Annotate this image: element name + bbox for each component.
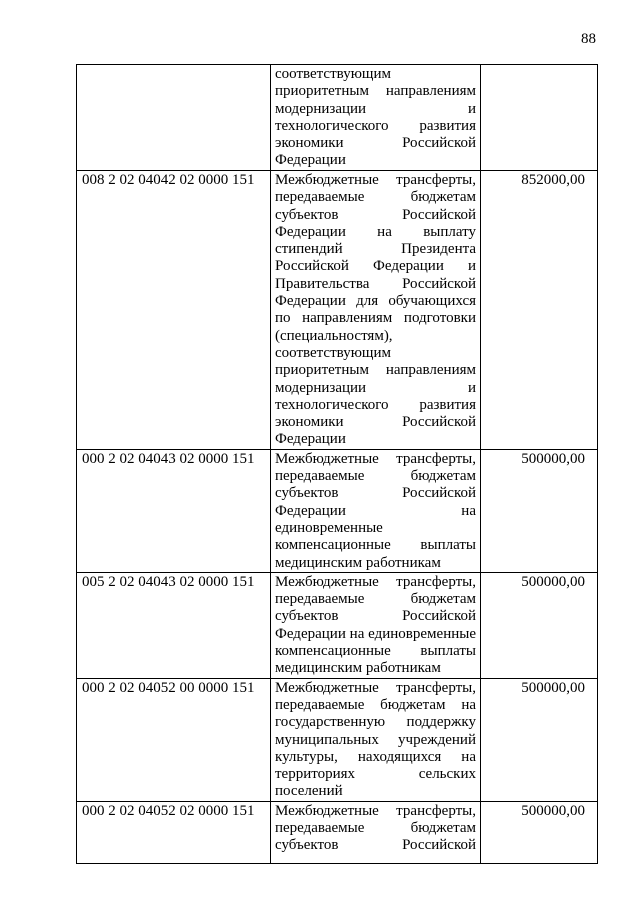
description-line: передаваемые бюджетам	[275, 591, 476, 608]
description-line: компенсационные выплаты	[275, 537, 476, 554]
description-line: приоритетным направлениям	[275, 83, 476, 100]
description-line: Федерации	[275, 431, 346, 448]
table-row	[77, 65, 598, 171]
description-line: стипендий Президента	[275, 241, 476, 258]
table-row	[77, 449, 598, 572]
description-cell	[271, 171, 481, 450]
description-line: Федерации для обучающихся	[275, 293, 476, 310]
description-line: медицинским работникам	[275, 660, 441, 677]
description-line: технологического развития	[275, 117, 476, 134]
amount-cell: 852000,00	[481, 171, 598, 450]
description-cell	[271, 65, 481, 171]
description-line: единовременные	[275, 519, 383, 536]
description-line: Федерации на	[275, 502, 476, 519]
amount-cell: 500000,00	[481, 678, 598, 801]
description-line: приоритетным направлениям	[275, 362, 476, 379]
amount-cell: 500000,00	[481, 801, 598, 863]
description-line: медицинским работникам	[275, 554, 441, 571]
table-row	[77, 171, 598, 450]
budget-code-cell: 005 2 02 04043 02 0000 151	[77, 572, 271, 678]
description-line: Межбюджетные трансферты,	[275, 802, 476, 819]
description-line: субъектов Российской	[275, 485, 476, 502]
description-line: Федерации на единовременные	[275, 625, 476, 642]
page-number: 88	[581, 31, 596, 47]
description-line: передаваемые бюджетам на	[275, 696, 476, 713]
description-line: Федерации на выплату	[275, 223, 476, 240]
description-line: модернизации и	[275, 100, 476, 117]
amount-cell	[481, 65, 598, 171]
description-line: (специальностям),	[275, 327, 393, 344]
description-line: технологического развития	[275, 396, 476, 413]
description-line: передаваемые бюджетам	[275, 468, 476, 485]
budget-code-cell: 008 2 02 04042 02 0000 151	[77, 171, 271, 450]
description-line: культуры, находящихся на	[275, 748, 476, 765]
description-line: передаваемые бюджетам	[275, 189, 476, 206]
budget-table	[76, 64, 598, 864]
description-line: Межбюджетные трансферты,	[275, 679, 476, 696]
description-line: соответствующим	[275, 66, 391, 82]
description-line: субъектов Российской	[275, 206, 476, 223]
table-row	[77, 678, 598, 801]
budget-code-cell	[77, 65, 271, 171]
description-line: по направлениям подготовки	[275, 310, 476, 327]
description-line: муниципальных учреждений	[275, 731, 476, 748]
description-line: субъектов Российской	[275, 837, 476, 854]
amount-cell: 500000,00	[481, 449, 598, 572]
description-line: Российской Федерации и	[275, 258, 476, 275]
description-line: поселений	[275, 783, 343, 800]
description-line: экономики Российской	[275, 414, 476, 431]
budget-code-cell: 000 2 02 04052 02 0000 151	[77, 801, 271, 863]
table-row	[77, 801, 598, 863]
description-line: передаваемые бюджетам	[275, 819, 476, 836]
description-cell	[271, 801, 481, 863]
amount-cell: 500000,00	[481, 572, 598, 678]
description-line: компенсационные выплаты	[275, 643, 476, 660]
budget-code-cell: 000 2 02 04043 02 0000 151	[77, 449, 271, 572]
description-line: экономики Российской	[275, 135, 476, 152]
description-line: государственную поддержку	[275, 714, 476, 731]
description-line: Федерации	[275, 152, 346, 169]
description-line: Межбюджетные трансферты,	[275, 172, 476, 188]
description-line: территориях сельских	[275, 766, 476, 783]
budget-code-cell: 000 2 02 04052 00 0000 151	[77, 678, 271, 801]
description-cell	[271, 572, 481, 678]
description-cell	[271, 678, 481, 801]
description-line: соответствующим	[275, 344, 391, 361]
description-line: Правительства Российской	[275, 275, 476, 292]
description-line: субъектов Российской	[275, 608, 476, 625]
description-line: Межбюджетные трансферты,	[275, 450, 476, 467]
description-line: Межбюджетные трансферты,	[275, 573, 476, 590]
description-line: модернизации и	[275, 379, 476, 396]
description-cell	[271, 449, 481, 572]
table-row	[77, 572, 598, 678]
